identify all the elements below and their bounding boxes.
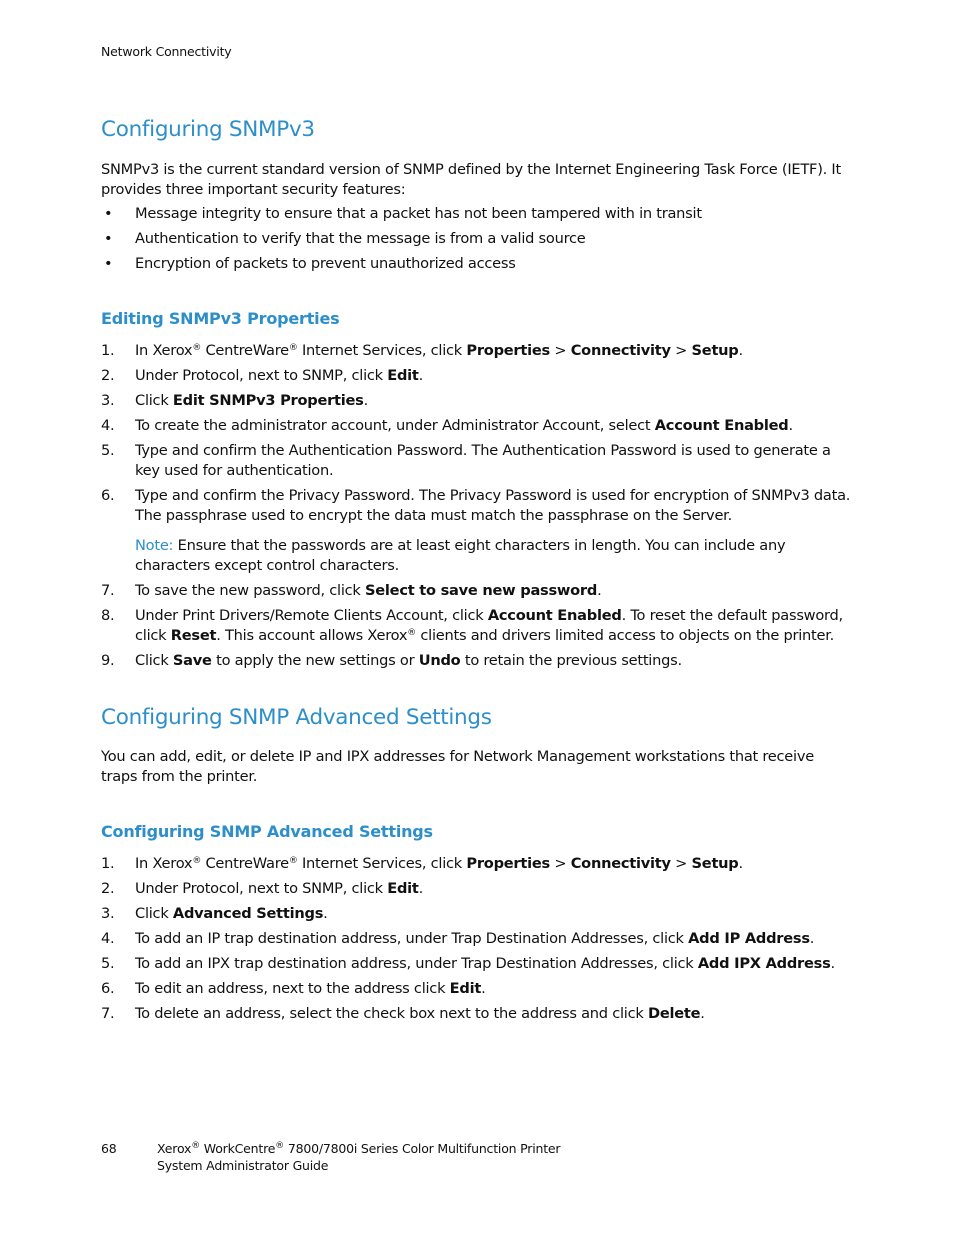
footer-guide-line: System Administrator Guide xyxy=(157,1158,329,1173)
list-item: 3. Click Advanced Settings. xyxy=(101,905,328,922)
list-item: 4. To create the administrator account, under Administrator Account, select Account Enabled. xyxy=(101,417,793,434)
step-number: 1. xyxy=(101,855,115,872)
bullet-icon: • xyxy=(104,205,113,222)
list-item: 1. In Xerox® CentreWare® Internet Services, click Properties > Connectivity > Setup. xyxy=(101,855,743,872)
step-number: 7. xyxy=(101,582,115,599)
step-number: 7. xyxy=(101,1005,115,1022)
list-item: • Authentication to verify that the message is from a valid source xyxy=(104,230,586,247)
step-number: 4. xyxy=(101,930,115,947)
footer-product-line: Xerox® WorkCentre® 7800/7800i Series Color Multifunction Printer xyxy=(157,1141,561,1156)
list-item: 6. To edit an address, next to the address click Edit. xyxy=(101,980,486,997)
subsection-title-snmp-advanced: Configuring SNMP Advanced Settings xyxy=(101,822,433,841)
step-number: 9. xyxy=(101,652,115,669)
step-number: 5. xyxy=(101,955,115,972)
list-item: 2. Under Protocol, next to SNMP, click Edit. xyxy=(101,367,424,384)
step-number: 3. xyxy=(101,905,115,922)
list-item: 7. To save the new password, click Select to save new password. xyxy=(101,582,602,599)
list-item: • Message integrity to ensure that a packet has not been tampered with in transit xyxy=(104,205,702,222)
bullet-icon: • xyxy=(104,255,113,272)
step-number: 6. xyxy=(101,487,115,504)
list-item: 8. Under Print Drivers/Remote Clients Account, click Account Enabled. To reset the default password, click Reset. This account allows Xerox® clients and drivers limited access to objects on the printer. xyxy=(101,607,843,644)
note: Note: Ensure that the passwords are at least eight characters in length. You can include any characters except control characters. xyxy=(135,537,786,574)
snmp-advanced-steps xyxy=(101,854,851,1029)
security-features-list xyxy=(101,204,851,279)
footer-product-info xyxy=(157,1140,560,1174)
subsection-title-editing-snmpv3: Editing SNMPv3 Properties xyxy=(101,309,340,328)
list-item: 2. Under Protocol, next to SNMP, click Edit. xyxy=(101,880,424,897)
list-item: 3. Click Edit SNMPv3 Properties. xyxy=(101,392,369,409)
step-number: 8. xyxy=(101,607,115,624)
list-item: 5. To add an IPX trap destination address, under Trap Destination Addresses, click Add IPX Address. xyxy=(101,955,835,972)
note-label: Note: xyxy=(135,537,174,554)
bullet-icon: • xyxy=(104,230,113,247)
step-number: 2. xyxy=(101,880,115,897)
list-item: 6. Type and confirm the Privacy Password. The Privacy Password is used for encryption of SNMPv3 data. The passphrase used to encrypt the data must match the passphrase on the Server. xyxy=(101,487,851,524)
editing-snmpv3-steps xyxy=(101,341,851,676)
step-number: 3. xyxy=(101,392,115,409)
list-item: • Encryption of packets to prevent unauthorized access xyxy=(104,255,516,272)
section-title-snmpv3: Configuring SNMPv3 xyxy=(101,117,315,142)
list-item: 1. In Xerox® CentreWare® Internet Services, click Properties > Connectivity > Setup. xyxy=(101,342,743,359)
list-item: 9. Click Save to apply the new settings or Undo to retain the previous settings. xyxy=(101,652,682,669)
running-header: Network Connectivity xyxy=(101,44,232,59)
snmpv3-intro: SNMPv3 is the current standard version of SNMP defined by the Internet Engineering Task Force (IETF). It provides three important security features: xyxy=(101,161,841,198)
list-item: 4. To add an IP trap destination address, under Trap Destination Addresses, click Add IP Address. xyxy=(101,930,815,947)
step-number: 6. xyxy=(101,980,115,997)
step-number: 1. xyxy=(101,342,115,359)
section-title-snmp-advanced: Configuring SNMP Advanced Settings xyxy=(101,705,492,730)
step-number: 4. xyxy=(101,417,115,434)
snmp-advanced-intro: You can add, edit, or delete IP and IPX addresses for Network Management workstations that receive traps from the printer. xyxy=(101,748,814,785)
step-number: 5. xyxy=(101,442,115,459)
list-item: 5. Type and confirm the Authentication Password. The Authentication Password is used to generate a key used for authentication. xyxy=(101,442,831,479)
list-item: 7. To delete an address, select the check box next to the address and click Delete. xyxy=(101,1005,705,1022)
step-number: 2. xyxy=(101,367,115,384)
page-number: 68 xyxy=(101,1141,117,1156)
